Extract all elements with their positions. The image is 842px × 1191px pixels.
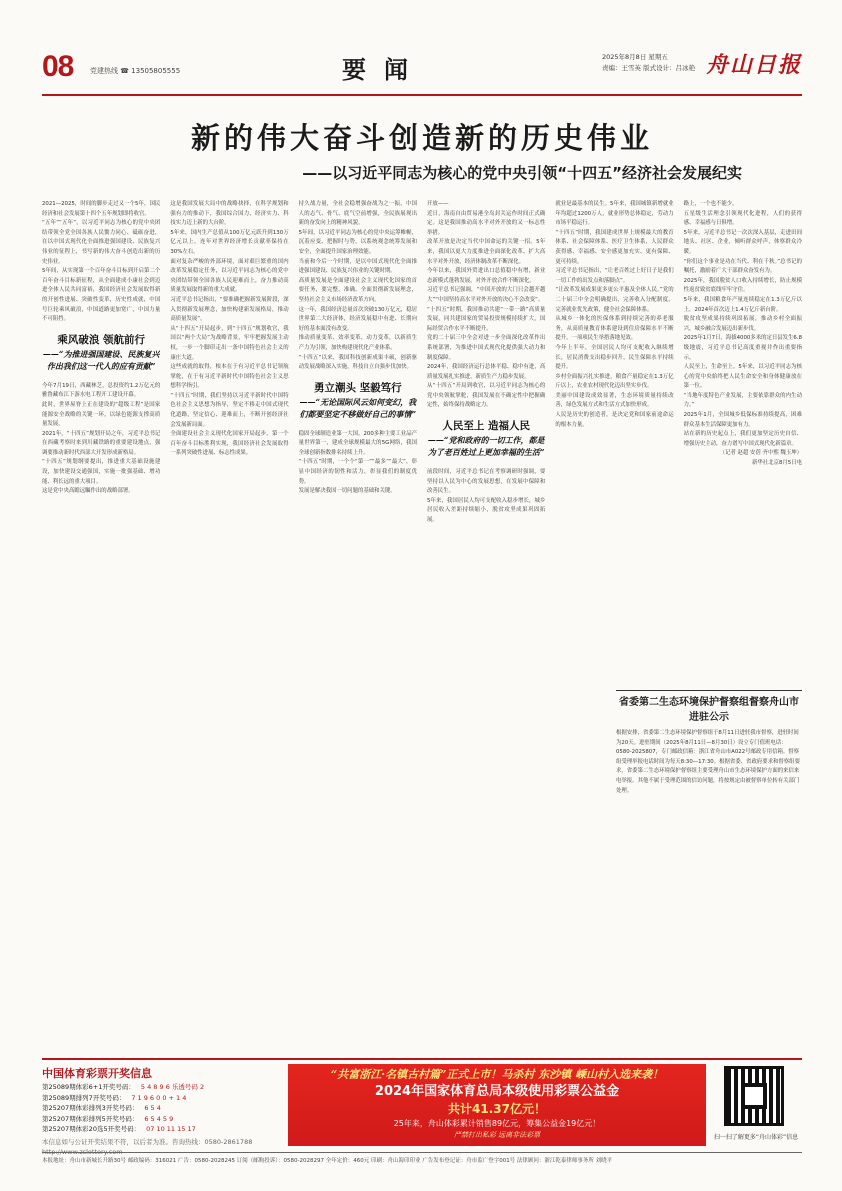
paragraph: “十四五”时期，一个个“第一”“最多”“最大”，彰显中国经济的韧性和活力，彰显我们的制度优势。 [298,459,417,485]
article-headline: 新的伟大奋斗创造新的历史伟业 [190,121,653,155]
lottery-title: 中国体育彩票开奖信息 [42,1067,152,1080]
paragraph: 人民是历史的创造者，是决定党和国家前途命运的根本力量。 [555,412,674,428]
paragraph: 今年上半年，全国居民人均可支配收入继续增长，居民消费支出稳步回升，民生保障水平持续提升。 [555,344,674,371]
paragraph: 习近平总书记强调，“中国开放的大门只会越开越大”“中国坚持高水平对外开放的决心不会改变”。 [427,287,546,303]
subsection-quote: ——“党和政府的一切工作，都是 [427,435,545,446]
lottery-row [42,1124,278,1135]
lottery-issue: 第25089期体彩6+1开奖号码： [42,1083,135,1091]
paragraph: “当地年度特色产业发展，主要依靠群众的内生动力。” [683,392,802,409]
paragraph: 美丽中国建设成效显著，生态环境质量持续改善，绿色发展方式和生活方式加快形成。 [555,392,674,409]
paragraph: 2025年1月7日，海拔4000多米的定日县发生6.8级地震，习近平总书记高度重视并作出重要指示。 [683,335,802,361]
paragraph: 5年来，习近平总书记一次次深入基层，走进田间地头、社区、企业，倾听群众呼声，体察群众冷暖。 [683,229,802,255]
lottery-numbers: 07 10 11 15 17 [146,1125,196,1133]
paragraph: 5年来，国内生产总值从100万亿元跃升到130万亿元以上，连年对世界经济增长贡献率保持在30%左右。 [170,229,289,255]
paragraph: 持久战力量，全社会稳增强奋战为之一振，中国人的志气、骨气、底气空前增强，全民族展现出新的奋发向上的精神风貌。 [298,201,417,227]
article-subhead: ——以习近平同志为核心的党中央引领“十四五”经济社会发展纪实 [302,164,742,182]
editors-credit: 责编：王雪英 版式设计：吕冰艳 [602,64,696,72]
section-title: 要闻 [342,55,426,84]
paragraph: 5年间，以习近平同志为核心的党中央运筹帷幄，沉着应变、把握时与势，以系统观念统筹发展和安全，全面提升国家治理效能。 [298,229,417,255]
paragraph: 习近平总书记指出，“让老百姓过上好日子是我们一切工作的出发点和落脚点”。 [555,268,674,284]
paragraph: 这是我国发展大局中的战略抉择，在科学规划和强有力的推动下，我国综合国力、经济实力、科技实力迈上新的大台阶。 [170,201,289,227]
lottery-row [42,1103,278,1114]
paragraph: 高质量发展是全面建设社会主义现代化国家的首要任务，要完整、准确、全面贯彻新发展理念，坚持社会主义市场经济改革方向。 [298,277,417,303]
lottery-issue: 第25207期体彩20选5开奖号码： [42,1125,141,1133]
subsection-heading [299,381,417,420]
lottery-results [42,1066,278,1158]
lottery-ad-band [42,1058,802,1156]
promo-tagline: 严禁打出私彩 远离非法彩票 [453,1131,541,1139]
paragraph: 路上，一个也不能少。 [683,201,738,207]
paragraph: 今年以来，我国外贸进出口总值稳中有增，新业态新模式蓬勃发展，对外开放合作不断深化。 [427,268,546,284]
lottery-numbers: 6 5 4 [144,1104,161,1112]
paragraph: 就业是最基本的民生。5年来，我国城镇新增就业年均超过1200万人，就业形势总体稳定，劳动力市场平稳运行。 [555,201,674,227]
subsection-quote: 为了老百姓过上更加幸福的生活” [427,447,545,458]
subsection-title: 人民至上 造福人民 [442,420,530,433]
page-number: 08 [42,50,74,83]
lottery-numbers: 7 1 9 6 0 0 + 1 4 [131,1093,187,1102]
paragraph: 这一年，我国经济总量首次突破130万亿元，稳居世界第二大经济体，经济发展稳中有进、长期向好的基本面没有改变。 [298,306,417,332]
paragraph: 习近平总书记指出，“要准确把握新发展阶段，深入贯彻新发展理念，加快构建新发展格局，推动高质量发展”。 [170,296,289,323]
paragraph: 开放—— [427,201,449,207]
paragraph: 脱贫攻坚成果持续巩固拓展，推动乡村全面振兴，城乡融合发展迈出新步伐。 [683,316,802,332]
paragraph: 乡村全面振兴扎实推进，粮食产量稳定在1.3万亿斤以上，农业农村现代化迈出坚实步伐。 [555,373,674,390]
promo-slogan: “共富浙江·名镇古村篇”正式上市！马杀村 东沙镇 嵊山村入选来袭！ [330,1068,664,1081]
paragraph: 5年间，从实现第一个百年奋斗目标到开启第二个百年奋斗目标新征程，从全面建成小康社会到迈进全体人民共同富裕，我国经济社会发展取得新的开创性进展、突破性变革，历史性成就，中国号巨轮乘风破浪，中国道路更加宽广，中国力量不可阻挡。 [42,268,161,323]
lottery-promo-banner [288,1064,706,1146]
paragraph: 今年7月19日，西藏林芝，总投资约1.2万亿元的雅鲁藏布江下游水电工程开工建设开幕。 [42,382,161,399]
column-1 [42,200,160,805]
column-2 [170,200,288,805]
paragraph: “十四五”以来，我国科技创新成果丰硕，创新驱动发展战略深入实施，科技自立自强步伐加快。 [298,354,417,371]
paragraph: 近日，海南自由贸易港全岛封关运作时间正式确定。这是我国推动高水平对外开放的又一标志性举措。 [427,210,546,236]
date-box [602,52,695,74]
lottery-row [42,1093,278,1104]
paragraph: 2025年，我国脱贫人口收入持续增长，防止规模性返贫致贫底线牢牢守住。 [683,277,802,294]
lottery-numbers: 6 5 4 5 9 [144,1114,174,1123]
paragraph: 当前和今后一个时期，是以中国式现代化全面推进强国建设、民族复兴伟业的关键时期。 [298,258,417,275]
paragraph: 党的二十届三中全会对进一步全面深化改革作出系统部署，为推进中国式现代化提供强大动力和制度保障。 [427,335,546,361]
lottery-issue: 第25207期体彩排列3开奖号码： [42,1104,139,1112]
paragraph: 2025年1月，全国城乡低保标准持续提高，困难群众基本生活保障更加有力。 [683,412,802,428]
subsection-quote: 作出我们这一代人的应有贡献” [46,360,156,371]
issue-date: 2025年8月8日 星期五 [602,53,668,61]
qr-code-icon[interactable] [724,1066,784,1126]
paragraph: 这些成就的取得，根本在于有习近平总书记领航掌舵，在于有习近平新时代中国特色社会主义思想科学指引。 [170,364,289,390]
column-3 [299,200,417,805]
promo-headline: 2024年国家体育总局本级使用彩票公益金 [374,1084,620,1099]
paragraph: “十四五”时期，我国推动共建“一带一路”高质量发展，同共建国家的贸易投资规模持续扩大，国际经贸合作水平不断提升。 [427,306,546,332]
subsection-quote: ——“无论国际风云如何变幻，我 [299,396,417,407]
paragraph: “十四五”时期，我们坚持以习近平新时代中国特色社会主义思想为指导，坚定不移走中国式现代化道路，坚定信心、迎难而上，不断开创经济社会发展新局面。 [170,392,289,428]
paragraph: 这是党中央高瞻远瞩作出的战略部署。 [42,488,134,495]
lottery-numbers: 5 4 8 9 6 乐透号码 2 [140,1083,205,1091]
paragraph: 发展是解决我国一切问题的基础和关键。 [298,488,396,495]
paragraph: 站在新的历史起点上，我们更加坚定历史自信、增强历史主动，奋力谱写中国式现代化新篇章。 [683,431,802,447]
qr-caption: 扫一扫了解更多“舟山体彩”信息 [713,1134,799,1141]
lottery-issue: 第25089期排列7开奖号码： [42,1093,126,1102]
lottery-row [42,1082,278,1093]
paragraph: 人民至上，生命至上。5年来，以习近平同志为核心的党中央始终把人民生命安全和身体健康放在第一位。 [683,364,802,390]
paragraph: 前段时间，习近平总书记在考察调研时强调，要坚持以人民为中心的发展思想，在发展中保障和改善民生。 [427,469,546,495]
notice-body: 根据安排，省委第二生态环境保护督察组于8月11日进驻我市督察，进驻时间为20天。进驻期间（2025年8月11日—8月30日）设立专门值班电话：0580-2025807，专门邮政信箱：浙江省舟山市A022号邮政专用信箱。督察组受理举报电话时间为每天8:30—17:30。根据省委、省政府要求和督察组要求，省委第二生态环境保护督察组主要受理舟山市生态环境保护方面的来信来电举报。其他不属于受理范围的信访问题，将按规定由被督察单位转有关部门处理。 [616,730,800,794]
subsection-title: 勇立潮头 坚毅笃行 [314,381,402,394]
subsection-heading [427,419,545,458]
notice-title: 省委第二生态环境保护督察组督察舟山市进驻公示 [616,690,802,725]
paragraph: 2024年，我国经济运行总体平稳、稳中有进，高质量发展扎实推进，新质生产力稳步发展。 [427,364,546,380]
newspaper-logo: 舟山日报 [705,52,802,78]
subsection-quote: 们都要坚定不移做好自己的事情” [299,408,417,419]
paragraph: “十四五”时期，我国建成世界上规模最大的教育体系、社会保障体系、医疗卫生体系，人民群众获得感、幸福感、安全感更加充实、更有保障、更可持续。 [555,229,674,265]
lottery-row [42,1114,278,1125]
subsection-heading [42,333,160,372]
paragraph: 5年来，我国粮食年产量连续稳定在1.3万亿斤以上，2024年首次迈上1.4万亿斤新台阶。 [683,296,802,313]
page-footer: 本报地址：舟山市新城长升路30号 邮政编码：316021 广告：0580-2028245 订阅（邮购投诉）：0580-2028297 全年定价：460元 印刷：舟山海印印业 广告发布登记证：舟市监广登字001号 法律顾问：浙江乾泰律师事务所 刘晓平 [42,1152,802,1164]
promo-summary: 25年来，舟山体彩累计销售89亿元，筹集公益金19亿元！ [393,1119,601,1128]
paragraph: 2021年，“十四五”规划开局之年，习近平总书记在西藏考察时来到川藏铁路的重要建设地点，强调要推动新时代西部大开发形成新格局。 [42,430,161,456]
paragraph: “十四五”规划纲要提出，推进重大基础设施建设，加快建设交通强国，实施一批强基础、增功能、利长远的重大项目。 [42,459,161,485]
column-4 [427,200,545,805]
lottery-issue: 第25207期体彩排列5开奖号码： [42,1114,139,1123]
editor-hotline: 党建热线 ☎ 13505805555 [90,67,181,75]
paragraph: 全面建设社会主义现代化国家开局起步，第一个百年奋斗目标胜利实现，我国经济社会发展取得一系列突破性进展、标志性成果。 [170,431,289,457]
paragraph: 稳固全球制造业第一大国，200多种主要工业品产量世界第一，建成全球规模最大的5G网络，我国全球创新指数排名持续上升。 [298,430,417,456]
paragraph: 改革开放是决定当代中国命运的关键一招。5年来，我国以更大力度推进全面深化改革、扩大高水平对外开放，经济体制改革不断深化。 [427,239,546,265]
supervision-notice [616,690,802,821]
promo-amount: 共计41.37亿元！ [448,1102,546,1116]
paragraph: 五星级生活理念引领现代化进程，人们的获得感、幸福感与日俱增。 [683,210,802,227]
paragraph: 从“十四五”开局起步，到“十四五”规划收官，我国以“两个大局”为战略背景，牢牢把握发展主动权，一步一个脚印走出一条中国特色社会主义的康庄大道。 [170,325,289,361]
paragraph: 面对复杂严峻的外部环境，面对艰巨繁重的国内改革发展稳定任务，以习近平同志为核心的党中央团结带领全国各族人民迎难而上，奋力推动高质量发展取得新的重大成就。 [170,258,289,294]
paragraph: 推动质量变革、效率变革、动力变革，以新质生产力为引领，加快构建现代化产业体系。 [298,335,417,351]
dateline-source: 新华社北京8月5日电 [752,460,802,467]
lottery-note: 本信息如与公证开奖结果不符，以后者为准。咨询热线：0580-2861788 http://www.zslottery.com [42,1137,253,1156]
paragraph: “让改革发展成果更多更公平惠及全体人民。”党的二十届三中全会明确提出，完善收入分配制度，完善就业优先政策，健全社会保障体系。 [555,287,674,313]
masthead [42,40,802,96]
paragraph: 此时，世界屋脊上正在建设的“超级工程”是国家能源安全战略的关键一环，以绿色能源支撑高质量发展。 [42,401,161,428]
paragraph: 2021—2025，时间的脚步走过又一个5年，国民经济和社会发展第十四个五年规划即将收官。 [42,201,161,217]
subsection-quote: ——“为推进强国建设、民族复兴 [42,348,160,359]
subsection-title: 乘风破浪 领航前行 [57,333,145,346]
paragraph: “你们这个事业是功在当代、利在千秋。”总书记的嘱托，激励着广大干部群众奋发有为。 [683,258,802,275]
reporter-credit: （记者 赵超 安蓓 齐中熙 魏玉坤） [719,450,802,457]
paragraph: 从“十四五”开局到收官，以习近平同志为核心的党中央领航掌舵，我国发展在不确定性中把握确定性，始终保持战略定力。 [427,383,546,409]
paragraph: 从城乡一体化的医保体系到持续完善的养老服务，从高质量教育体系建设到住房保障水平不断提升，一项项民生举措落地见效。 [555,316,674,342]
paragraph: 5年来，我国居民人均可支配收入稳步增长，城乡居民收入差距持续缩小，脱贫攻坚成果巩固拓展。 [427,497,546,524]
paragraph: “五年”“五年”，以习近平同志为核心的党中央团结带领全党全国各族人民勠力同心、砥砺奋进，在以中国式现代化全面推进强国建设、民族复兴伟业的征程上，书写新的伟大奋斗创造出新的历史伟业。 [42,220,161,265]
